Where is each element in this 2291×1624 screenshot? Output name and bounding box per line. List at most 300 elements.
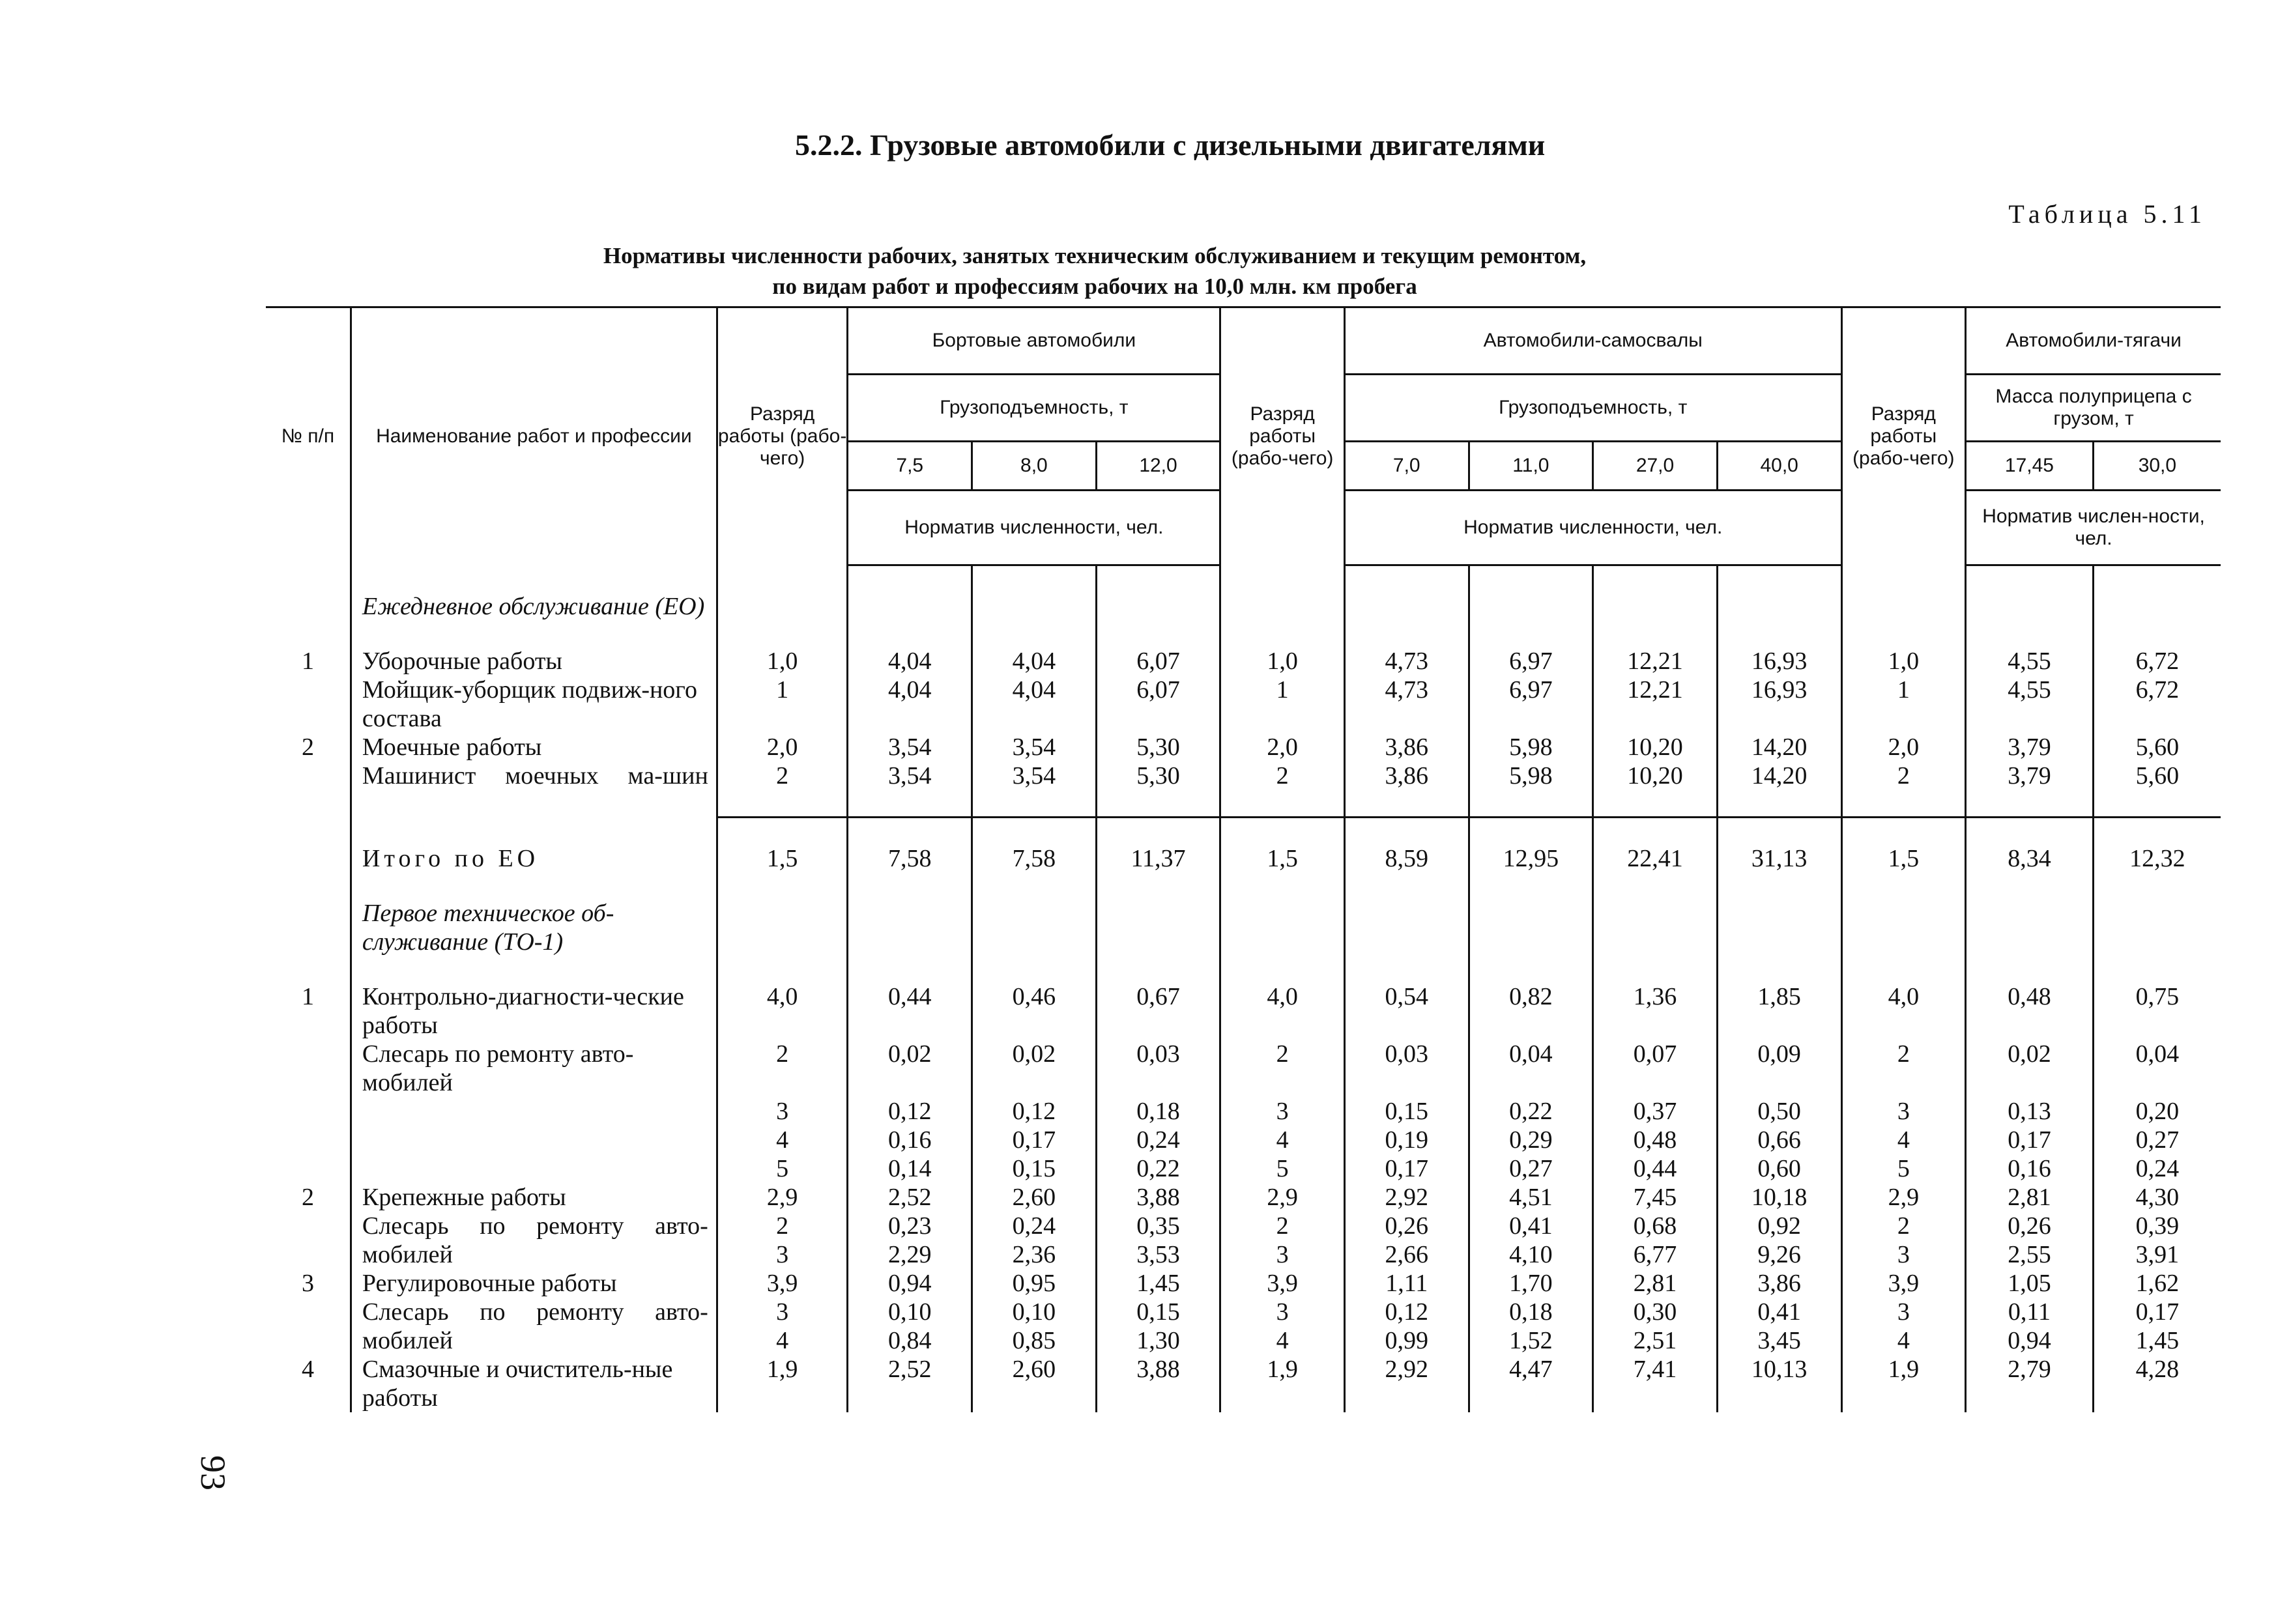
rank-cell: 2 (717, 1212, 848, 1240)
value-cell: 4,73 (1344, 647, 1469, 676)
empty-cell (2093, 565, 2221, 593)
rank-cell: 2 (717, 1040, 848, 1097)
empty-cell (1841, 873, 1966, 899)
row-number (266, 1326, 351, 1355)
empty-cell (717, 818, 848, 845)
table-row (266, 676, 2221, 733)
value-cell: 3,54 (848, 762, 972, 790)
value-cell: 0,30 (1593, 1298, 1718, 1326)
value-cell: 0,39 (2093, 1212, 2221, 1240)
empty-cell (1717, 592, 1841, 621)
row-name (351, 1126, 717, 1154)
empty-cell (1841, 899, 1966, 956)
empty-cell (972, 899, 1097, 956)
rank-cell: 5 (1220, 1154, 1345, 1183)
table-row (266, 1040, 2221, 1097)
value-cell: 0,99 (1344, 1326, 1469, 1355)
empty-cell (848, 621, 972, 647)
empty-cell (1717, 621, 1841, 647)
table-row (266, 1240, 2221, 1269)
value-cell: 4,04 (848, 647, 972, 676)
row-name: Слесарь по ремонту авто- (351, 1298, 717, 1326)
value-cell: 6,97 (1469, 647, 1593, 676)
value-cell: 5,60 (2093, 733, 2221, 762)
value-cell: 0,84 (848, 1326, 972, 1355)
row-number (266, 1212, 351, 1240)
page-number: 93 (194, 1455, 233, 1490)
empty-cell (972, 956, 1097, 982)
value-cell: 0,13 (1966, 1097, 2094, 1126)
value-cell: 4,55 (1966, 647, 2094, 676)
value-cell: 0,17 (972, 1126, 1097, 1154)
value-cell: 1,36 (1593, 982, 1718, 1040)
value-cell: 0,41 (1469, 1212, 1593, 1240)
rank-cell: 4,0 (1841, 982, 1966, 1040)
value-cell: 1,70 (1469, 1269, 1593, 1298)
value-cell: 4,28 (2093, 1355, 2221, 1412)
value-cell: 3,79 (1966, 762, 2094, 790)
empty-cell (1344, 621, 1469, 647)
empty-cell (266, 790, 351, 818)
header-col-g1-1: 7,5 (848, 442, 972, 491)
rank-cell: 3 (1841, 1298, 1966, 1326)
table-row (266, 982, 2221, 1040)
rank-cell: 3 (1220, 1298, 1345, 1326)
rank-cell: 2 (1841, 1040, 1966, 1097)
empty-cell (1593, 592, 1718, 621)
rank-cell: 4 (1841, 1126, 1966, 1154)
section-heading: 5.2.2. Грузовые автомобили с дизельными двигателями (795, 128, 1546, 162)
empty-cell (1344, 592, 1469, 621)
rank-cell: 1,9 (1220, 1355, 1345, 1412)
rank-cell: 2 (1220, 762, 1345, 790)
empty-cell (848, 873, 972, 899)
value-cell: 0,68 (1593, 1212, 1718, 1240)
header-rank-2: Разряд работы (рабо-чего) (1220, 307, 1345, 565)
rank-cell: 5 (717, 1154, 848, 1183)
rank-cell: 1,0 (717, 647, 848, 676)
value-cell: 0,92 (1717, 1212, 1841, 1240)
empty-cell (1469, 565, 1593, 593)
value-cell: 3,45 (1717, 1326, 1841, 1355)
value-cell: 3,86 (1717, 1269, 1841, 1298)
empty-cell (1344, 873, 1469, 899)
row-number: 1 (301, 983, 314, 1010)
value-cell: 31,13 (1717, 844, 1841, 873)
empty-cell (1096, 621, 1220, 647)
header-group-dump: Автомобили-самосвалы (1344, 307, 1841, 375)
section-title: Первое техническое об-служивание (ТО-1) (351, 899, 717, 956)
rank-cell: 4,0 (1220, 982, 1345, 1040)
value-cell: 8,59 (1344, 844, 1469, 873)
empty-cell (1593, 873, 1718, 899)
empty-cell (1220, 621, 1345, 647)
value-cell: 3,88 (1096, 1355, 1220, 1412)
empty-cell (1717, 818, 1841, 845)
header-trailer-mass: Масса полуприцепа с грузом, т (1966, 375, 2221, 442)
empty-cell (1966, 899, 2094, 956)
value-cell: 0,41 (1717, 1298, 1841, 1326)
value-cell: 2,66 (1344, 1240, 1469, 1269)
rank-cell: 1,0 (1841, 647, 1966, 676)
table-row (266, 762, 2221, 790)
empty-cell (1344, 899, 1469, 956)
table-caption-line-1: Нормативы численности рабочих, занятых техническим обслуживанием и текущим ремонтом, (603, 243, 1587, 268)
table-row (266, 1326, 2221, 1355)
row-number: 3 (301, 1270, 314, 1297)
value-cell: 4,10 (1469, 1240, 1593, 1269)
empty-cell (1841, 621, 1966, 647)
header-group-tractor: Автомобили-тягачи (1966, 307, 2221, 375)
value-cell: 0,15 (1096, 1298, 1220, 1326)
value-cell: 4,55 (1966, 676, 2094, 733)
row-name: Регулировочные работы (351, 1269, 717, 1298)
empty-cell (266, 899, 351, 956)
row-number: 4 (301, 1356, 314, 1383)
value-cell: 0,37 (1593, 1097, 1718, 1126)
rank-cell: 4 (1841, 1326, 1966, 1355)
header-capacity-2: Грузоподъемность, т (1344, 375, 1841, 442)
empty-cell (1841, 790, 1966, 818)
spacer-row (266, 956, 2221, 982)
section-eo (266, 592, 2221, 621)
rank-cell: 1 (1220, 676, 1345, 733)
rank-cell: 1,9 (1841, 1355, 1966, 1412)
empty-cell (266, 565, 351, 593)
header-group-flatbed: Бортовые автомобили (848, 307, 1220, 375)
value-cell: 0,02 (848, 1040, 972, 1097)
empty-cell (2093, 899, 2221, 956)
value-cell: 16,93 (1717, 647, 1841, 676)
value-cell: 3,54 (972, 762, 1097, 790)
value-cell: 3,54 (972, 733, 1097, 762)
empty-cell (1717, 899, 1841, 956)
value-cell: 0,48 (1966, 982, 2094, 1040)
empty-cell (717, 592, 848, 621)
value-cell: 0,94 (1966, 1326, 2094, 1355)
header-norm-3: Норматив числен-ности, чел. (1966, 491, 2221, 565)
empty-cell (1469, 899, 1593, 956)
empty-cell (1344, 790, 1469, 818)
value-cell: 5,30 (1096, 762, 1220, 790)
value-cell: 2,36 (972, 1240, 1097, 1269)
empty-cell (972, 565, 1097, 593)
spacer-row (266, 818, 2221, 845)
value-cell: 4,04 (972, 647, 1097, 676)
empty-cell (2093, 818, 2221, 845)
value-cell: 4,04 (972, 676, 1097, 733)
empty-cell (1469, 621, 1593, 647)
value-cell: 16,93 (1717, 676, 1841, 733)
empty-cell (848, 565, 972, 593)
value-cell: 0,15 (1344, 1097, 1469, 1126)
value-cell: 0,02 (972, 1040, 1097, 1097)
value-cell: 0,94 (848, 1269, 972, 1298)
header-col-g2-4: 40,0 (1717, 442, 1841, 491)
empty-cell (266, 592, 351, 621)
row-number: 1 (301, 648, 314, 675)
empty-cell (848, 956, 972, 982)
row-number (266, 1298, 351, 1326)
value-cell: 2,92 (1344, 1355, 1469, 1412)
empty-cell (1966, 592, 2094, 621)
empty-cell (972, 621, 1097, 647)
header-col-g2-3: 27,0 (1593, 442, 1718, 491)
value-cell: 3,91 (2093, 1240, 2221, 1269)
rank-cell: 1,5 (1841, 844, 1966, 873)
header-rank-1: Разряд работы (рабо-чего) (717, 307, 848, 565)
empty-cell (1096, 873, 1220, 899)
value-cell: 0,03 (1344, 1040, 1469, 1097)
value-cell: 0,66 (1717, 1126, 1841, 1154)
row-name: Моечные работы (351, 733, 717, 762)
table-row (266, 1355, 2221, 1412)
rank-cell: 2,0 (1841, 733, 1966, 762)
rank-cell: 4 (1220, 1326, 1345, 1355)
value-cell: 2,60 (972, 1183, 1097, 1212)
header-col-g3-2: 30,0 (2093, 442, 2221, 491)
value-cell: 0,82 (1469, 982, 1593, 1040)
value-cell: 11,37 (1096, 844, 1220, 873)
empty-cell (972, 790, 1097, 818)
value-cell: 3,86 (1344, 733, 1469, 762)
rank-cell: 3 (717, 1097, 848, 1126)
empty-cell (351, 790, 717, 818)
value-cell: 0,09 (1717, 1040, 1841, 1097)
value-cell: 3,54 (848, 733, 972, 762)
value-cell: 1,52 (1469, 1326, 1593, 1355)
value-cell: 8,34 (1966, 844, 2094, 873)
empty-cell (1220, 873, 1345, 899)
table-caption-line-2: по видам работ и профессиям рабочих на 10,0 млн. км пробега (772, 274, 1417, 299)
rank-cell: 4 (717, 1126, 848, 1154)
value-cell: 10,20 (1593, 762, 1718, 790)
empty-cell (1717, 790, 1841, 818)
rank-cell: 2 (1220, 1040, 1345, 1097)
rank-cell: 3 (1841, 1240, 1966, 1269)
header-col-g2-1: 7,0 (1344, 442, 1469, 491)
row-number (266, 1154, 351, 1183)
value-cell: 3,86 (1344, 762, 1469, 790)
value-cell: 0,26 (1344, 1212, 1469, 1240)
table-header (266, 307, 2221, 565)
value-cell: 4,47 (1469, 1355, 1593, 1412)
value-cell: 0,16 (848, 1126, 972, 1154)
empty-cell (1096, 790, 1220, 818)
row-name: Мойщик-уборщик подвиж-ного состава (351, 676, 717, 733)
value-cell: 2,51 (1593, 1326, 1718, 1355)
empty-cell (717, 565, 848, 593)
value-cell: 0,17 (1966, 1126, 2094, 1154)
rank-cell: 3 (717, 1298, 848, 1326)
rank-cell: 1,9 (717, 1355, 848, 1412)
header-rank-3: Разряд работы (рабо-чего) (1841, 307, 1966, 565)
empty-cell (1841, 956, 1966, 982)
empty-cell (1841, 592, 1966, 621)
empty-cell (351, 565, 717, 593)
table-row (266, 1183, 2221, 1212)
value-cell: 0,07 (1593, 1040, 1718, 1097)
value-cell: 0,10 (972, 1298, 1097, 1326)
empty-cell (1717, 956, 1841, 982)
row-name: Крепежные работы (351, 1183, 717, 1212)
row-number (266, 1097, 351, 1126)
value-cell: 10,13 (1717, 1355, 1841, 1412)
value-cell: 1,45 (2093, 1326, 2221, 1355)
value-cell: 2,29 (848, 1240, 972, 1269)
empty-cell (1966, 621, 2094, 647)
value-cell: 0,54 (1344, 982, 1469, 1040)
rank-cell: 2 (1220, 1212, 1345, 1240)
row-name: мобилей (351, 1326, 717, 1355)
value-cell: 3,88 (1096, 1183, 1220, 1212)
value-cell: 12,21 (1593, 676, 1718, 733)
header-norm-1: Норматив численности, чел. (848, 491, 1220, 565)
rank-cell: 2 (1841, 1212, 1966, 1240)
value-cell: 0,18 (1096, 1097, 1220, 1126)
empty-cell (1593, 621, 1718, 647)
value-cell: 4,73 (1344, 676, 1469, 733)
row-number (266, 844, 351, 873)
value-cell: 2,52 (848, 1355, 972, 1412)
value-cell: 0,24 (972, 1212, 1097, 1240)
value-cell: 14,20 (1717, 733, 1841, 762)
empty-cell (717, 873, 848, 899)
empty-cell (1593, 956, 1718, 982)
row-name (351, 1154, 717, 1183)
value-cell: 0,50 (1717, 1097, 1841, 1126)
rank-cell: 4 (717, 1326, 848, 1355)
header-name: Наименование работ и профессии (351, 307, 717, 565)
table-body (266, 565, 2221, 1413)
value-cell: 12,21 (1593, 647, 1718, 676)
row-number (266, 676, 351, 733)
header-col-g2-2: 11,0 (1469, 442, 1593, 491)
value-cell: 6,72 (2093, 676, 2221, 733)
value-cell: 0,19 (1344, 1126, 1469, 1154)
empty-cell (2093, 873, 2221, 899)
value-cell: 0,29 (1469, 1126, 1593, 1154)
row-name: мобилей (351, 1240, 717, 1269)
spacer-row (266, 565, 2221, 593)
row-name: Смазочные и очиститель-ные работы (351, 1355, 717, 1412)
value-cell: 0,17 (1344, 1154, 1469, 1183)
value-cell: 5,60 (2093, 762, 2221, 790)
empty-cell (266, 818, 351, 845)
value-cell: 1,85 (1717, 982, 1841, 1040)
rank-cell: 2,9 (1220, 1183, 1345, 1212)
value-cell: 1,45 (1096, 1269, 1220, 1298)
empty-cell (972, 873, 1097, 899)
value-cell: 5,98 (1469, 733, 1593, 762)
empty-cell (266, 621, 351, 647)
empty-cell (1966, 790, 2094, 818)
table-row (266, 1212, 2221, 1240)
spacer-row (266, 873, 2221, 899)
empty-cell (1717, 565, 1841, 593)
row-name: Итого по ЕО (351, 844, 717, 873)
value-cell: 0,02 (1966, 1040, 2094, 1097)
value-cell: 7,58 (848, 844, 972, 873)
value-cell: 14,20 (1717, 762, 1841, 790)
row-number (266, 1126, 351, 1154)
value-cell: 1,30 (1096, 1326, 1220, 1355)
value-cell: 0,14 (848, 1154, 972, 1183)
value-cell: 12,95 (1469, 844, 1593, 873)
row-number (266, 762, 351, 790)
value-cell: 10,18 (1717, 1183, 1841, 1212)
value-cell: 0,22 (1469, 1097, 1593, 1126)
value-cell: 7,58 (972, 844, 1097, 873)
empty-cell (1220, 592, 1345, 621)
value-cell: 0,17 (2093, 1298, 2221, 1326)
empty-cell (1593, 790, 1718, 818)
value-cell: 0,15 (972, 1154, 1097, 1183)
empty-cell (1220, 565, 1345, 593)
value-cell: 7,41 (1593, 1355, 1718, 1412)
empty-cell (351, 818, 717, 845)
rank-cell: 1,5 (1220, 844, 1345, 873)
table-row (266, 1126, 2221, 1154)
empty-cell (2093, 956, 2221, 982)
value-cell: 0,48 (1593, 1126, 1718, 1154)
rank-cell: 1 (1841, 676, 1966, 733)
rank-cell: 2,9 (1841, 1183, 1966, 1212)
empty-cell (848, 818, 972, 845)
rank-cell: 2 (717, 762, 848, 790)
row-number (266, 1040, 351, 1097)
empty-cell (1220, 818, 1345, 845)
empty-cell (1966, 956, 2094, 982)
empty-cell (848, 790, 972, 818)
value-cell: 2,92 (1344, 1183, 1469, 1212)
value-cell: 0,12 (848, 1097, 972, 1126)
rank-cell: 3,9 (1220, 1269, 1345, 1298)
value-cell: 0,04 (1469, 1040, 1593, 1097)
empty-cell (1593, 818, 1718, 845)
section-title: Ежедневное обслуживание (ЕО) (351, 592, 717, 621)
norms-table (266, 306, 2221, 1412)
header-col-g1-3: 12,0 (1096, 442, 1220, 491)
value-cell: 22,41 (1593, 844, 1718, 873)
value-cell: 5,30 (1096, 733, 1220, 762)
rank-cell: 3 (1220, 1240, 1345, 1269)
empty-cell (1220, 790, 1345, 818)
empty-cell (972, 818, 1097, 845)
value-cell: 0,75 (2093, 982, 2221, 1040)
value-cell: 0,26 (1966, 1212, 2094, 1240)
table-row (266, 1269, 2221, 1298)
empty-cell (1469, 818, 1593, 845)
empty-cell (2093, 790, 2221, 818)
table-row (266, 1298, 2221, 1326)
row-name: Контрольно-диагности-ческие работы (351, 982, 717, 1040)
value-cell: 0,11 (1966, 1298, 2094, 1326)
value-cell: 0,12 (972, 1097, 1097, 1126)
empty-cell (1717, 873, 1841, 899)
value-cell: 0,16 (1966, 1154, 2094, 1183)
value-cell: 0,67 (1096, 982, 1220, 1040)
empty-cell (1841, 565, 1966, 593)
value-cell: 0,04 (2093, 1040, 2221, 1097)
value-cell: 6,97 (1469, 676, 1593, 733)
table-row (266, 647, 2221, 676)
value-cell: 0,23 (848, 1212, 972, 1240)
empty-cell (1593, 565, 1718, 593)
value-cell: 0,35 (1096, 1212, 1220, 1240)
spacer-row (266, 621, 2221, 647)
value-cell: 6,77 (1593, 1240, 1718, 1269)
